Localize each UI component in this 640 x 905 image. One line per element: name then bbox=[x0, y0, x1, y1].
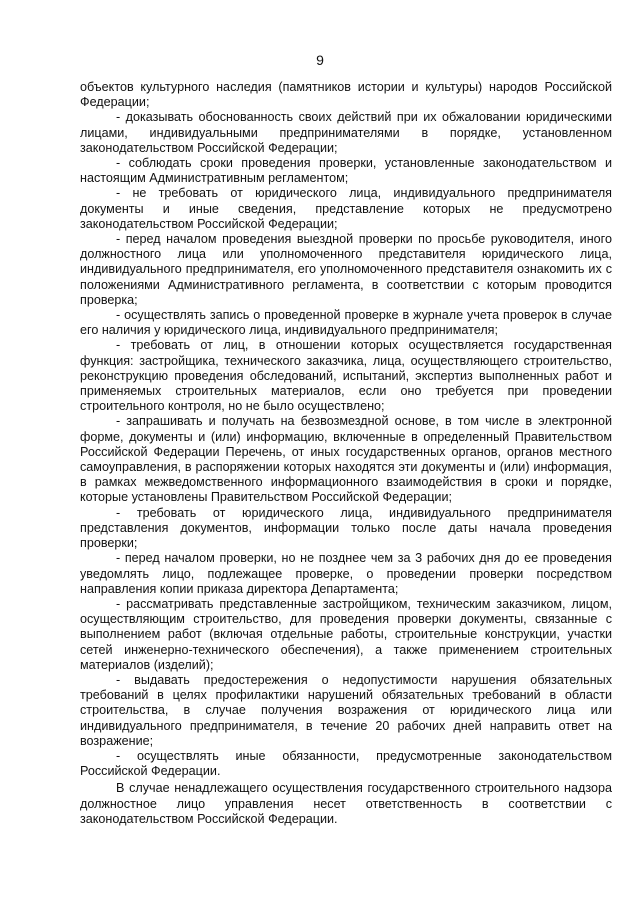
paragraph-duty-request-information: - запрашивать и получать на безвозмездной основе, в том числе в электронной форме, документы и (или) информацию, включенные в определенный Правительством Российской Федерации Перечень, от иных государственных органов, органов местного самоуправления, в распоряжении которых находятся эти документы и (или) информация, в рамках межведомственного информационного взаимодействия в сроки и порядке, которые установлены Правительством Российской Федерации; bbox=[80, 414, 612, 505]
paragraph-duty-justify-actions: - доказывать обоснованность своих действий при их обжаловании юридическими лицами, индивидуальными предпринимателями в порядке, установленном законодательством Российской Федерации; bbox=[80, 110, 612, 155]
paragraph-duty-require-inspections: - требовать от лиц, в отношении которых осуществляется государственная функция: застройщика, технического заказчика, лица, осуществляющего строительство, реконструкцию проведения обследований, испытаний, экспертиз выполненных работ и применяемых строительных материалов, если оно требуется при проведении строительного контроля, но не было осуществлено; bbox=[80, 338, 612, 414]
paragraph-duty-issue-warnings: - выдавать предостережения о недопустимости нарушения обязательных требований в целях профилактики нарушений обязательных требований в области строительства, в случае получения возражения от юридического лица или индивидуального предпринимателя, в течение 20 рабочих дней направить ответ на возражение; bbox=[80, 672, 612, 748]
document-body bbox=[80, 80, 612, 827]
paragraph-duty-familiarize-regulation: - перед началом проведения выездной проверки по просьбе руководителя, иного должностного лица или уполномоченного представителя юридического лица, индивидуального предпринимателя, его уполномоченного представителя ознакомить их с положениями Административного регламента, в соответствии с которым проводится проверка; bbox=[80, 232, 612, 307]
paragraph-duty-review-documents: - рассматривать представленные застройщиком, техническим заказчиком, лицом, осуществляющим строительство, для проведения проверки документы, связанные с выполнением работ (включая отдельные работы, строительные конструкции, участки сетей инженерно-технического обеспечения), а также применением строительных материалов (изделий); bbox=[80, 596, 612, 672]
paragraph-responsibility: В случае ненадлежащего осуществления государственного строительного надзора должностное лицо управления несет ответственность в соответствии с законодательством Российской Федерации. bbox=[80, 781, 612, 826]
paragraph-duty-journal-record: - осуществлять запись о проведенной проверке в журнале учета проверок в случае его наличия у юридического лица, индивидуального предпринимателя; bbox=[80, 308, 612, 338]
paragraph-duty-no-extra-documents: - не требовать от юридического лица, индивидуального предпринимателя документы и иные сведения, представление которых не предусмотрено законодательством Российской Федерации; bbox=[80, 186, 612, 231]
page-number: 9 bbox=[316, 52, 324, 68]
paragraph-duty-documents-after-start: - требовать от юридического лица, индивидуального предпринимателя представления документов, информации только после даты начала проведения проверки; bbox=[80, 505, 612, 551]
paragraph-duty-notify-inspection: - перед началом проверки, но не позднее чем за 3 рабочих дня до ее проведения уведомлять лицо, подлежащее проверке, о проведении проверки посредством направления копии приказа директора Департамента; bbox=[80, 551, 612, 596]
paragraph-duty-observe-deadlines: - соблюдать сроки проведения проверки, установленные законодательством и настоящим Административным регламентом; bbox=[80, 156, 612, 186]
paragraph-duty-other-obligations: - осуществлять иные обязанности, предусмотренные законодательством Российской Федерации. bbox=[80, 748, 612, 779]
paragraph-continuation: объектов культурного наследия (памятников истории и культуры) народов Российской Федерации; bbox=[80, 80, 612, 110]
